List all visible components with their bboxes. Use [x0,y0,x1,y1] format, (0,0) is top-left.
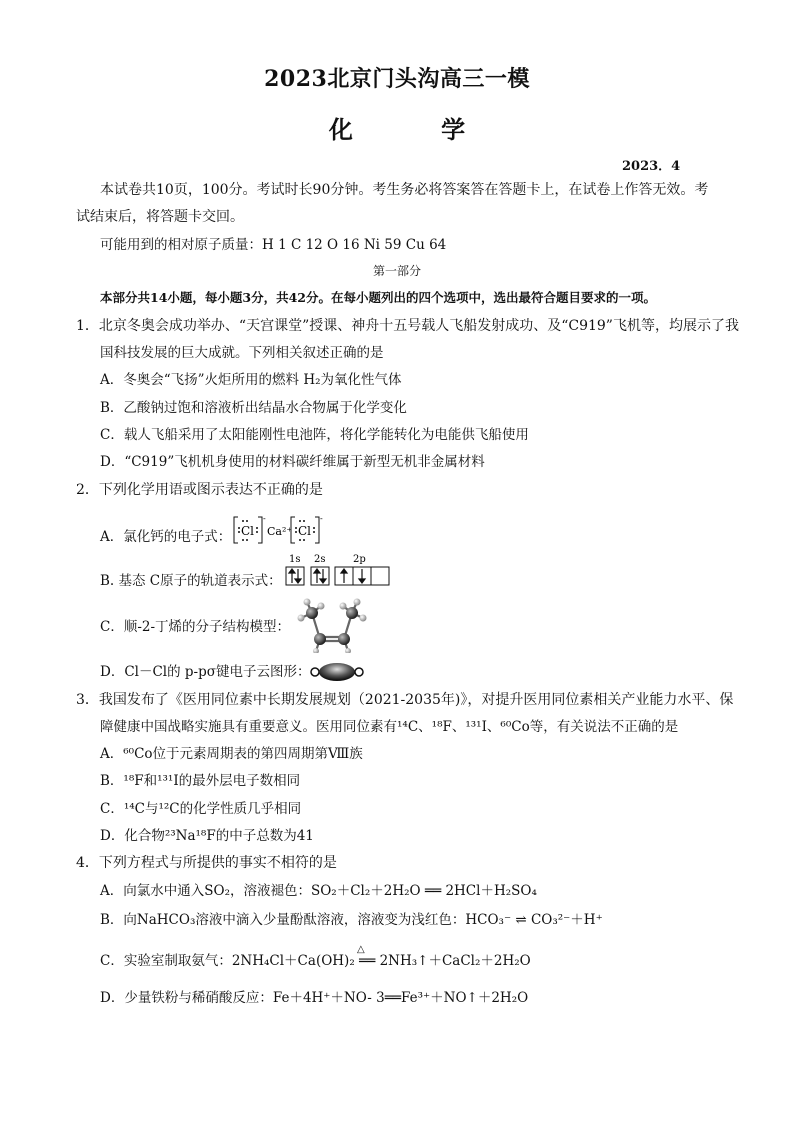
orbital-label-1s: 1s [289,554,301,565]
q3-stem-line-2: 障健康中国战略实施具有重要意义。医用同位素有¹⁴C、¹⁸F、¹³¹I、⁶⁰Co等，有关说法不正确的是 [100,719,679,735]
heat-condition-symbol: △ [357,944,365,955]
q1-option-c: C．载人飞船采用了太阳能刚性电池阵，将化学能转化为电能供飞船使用 [100,427,529,443]
q3-option-b: B．¹⁸F和¹³¹I的最外层电子数相同 [100,773,301,789]
intro-line-1: 本试卷共10页，100分。考试时长90分钟。考生务必将答案答在答题卡上，在试卷上作答无效。考 [100,182,709,198]
atomic-mass-line: 可能用到的相对原子质量：H 1 C 12 O 16 Ni 59 Cu 64 [100,237,447,253]
q3-option-d: D．化合物²³Na¹⁸F的中子总数为41 [100,828,314,844]
q3-option-a: A．⁶⁰Co位于元素周期表的第四周期第Ⅷ族 [100,746,363,762]
q2-option-c: C．顺-2-丁烯的分子结构模型： [100,619,291,635]
exam-date: 2023．4 [622,159,681,174]
p-p-sigma-bond-electron-cloud [309,661,365,683]
q1-stem-line-1: 1．北京冬奥会成功举办、“天宫课堂”授课、神舟十五号载人飞船发射成功、及“C919”飞机等，均展示了我 [76,318,739,334]
q1-option-a: A．冬奥会“飞扬”火炬所用的燃料 H₂为氧化性气体 [100,372,402,388]
svg-text:-: - [263,514,266,523]
orbital-label-2s: 2s [314,554,326,565]
orbital-label-2p: 2p [353,554,366,565]
q3-option-c: C．¹⁴C与¹²C的化学性质几乎相同 [100,801,302,817]
carbon-orbital-diagram [283,552,393,588]
q4-option-c: C．实验室制取氨气：2NH₄Cl＋Ca(OH)₂ ══ 2NH₃↑＋CaCl₂＋2H₂O [100,953,531,969]
cis-2-butene-ball-stick-model [292,597,382,653]
q2-option-d: D．Cl－Cl的 p-pσ键电子云图形： [100,664,311,680]
chlorine-symbol-right: Cl [298,524,312,538]
q2-stem: 2．下列化学用语或图示表达不正确的是 [76,482,323,498]
subject-title: 化 学 [328,115,506,144]
q4-stem: 4．下列方程式与所提供的事实不相符的是 [76,855,337,871]
q2-option-a: A．氯化钙的电子式： [100,529,232,545]
q4-option-a: A．向氯水中通入SO₂，溶液褪色：SO₂＋Cl₂＋2H₂O ══ 2HCl＋H₂SO₄ [100,883,537,899]
section-title: 第一部分 [372,264,421,278]
q1-option-d: D．“C919”飞机机身使用的材料碳纤维属于新型无机非金属材料 [100,454,485,470]
exam-title: 2023北京门头沟高三一模 [264,66,530,92]
q4-option-d: D．少量铁粉与稀硝酸反应：Fe＋4H⁺＋NO- 3══Fe³⁺＋NO↑＋2H₂O [100,990,529,1006]
section-instruction: 本部分共14小题，每小题3分，共42分。在每小题列出的四个选项中，选出最符合题目要求的一项。 [100,290,656,305]
svg-text:-: - [320,514,323,523]
q1-option-b: B．乙酸钠过饱和溶液析出结晶水合物属于化学变化 [100,400,407,416]
q3-stem-line-1: 3．我国发布了《医用同位素中长期发展规划（2021-2035年)》，对提升医用同位素相关产业能力水平、保 [76,692,734,708]
q4-option-b: B．向NaHCO₃溶液中滴入少量酚酞溶液，溶液变为浅红色：HCO₃⁻ ⇌ CO₃²⁻＋H⁺ [100,912,603,928]
intro-line-2: 试结束后，将答题卡交回。 [76,209,244,225]
calcium-ion-symbol: Ca²⁺ [267,525,293,538]
q1-stem-line-2: 国科技发展的巨大成就。下列相关叙述正确的是 [100,345,384,361]
q2-option-b: B. 基态 C原子的轨道表示式： [100,573,282,589]
cacl2-electron-dot-diagram [232,513,328,547]
chlorine-symbol-left: Cl [241,524,255,538]
